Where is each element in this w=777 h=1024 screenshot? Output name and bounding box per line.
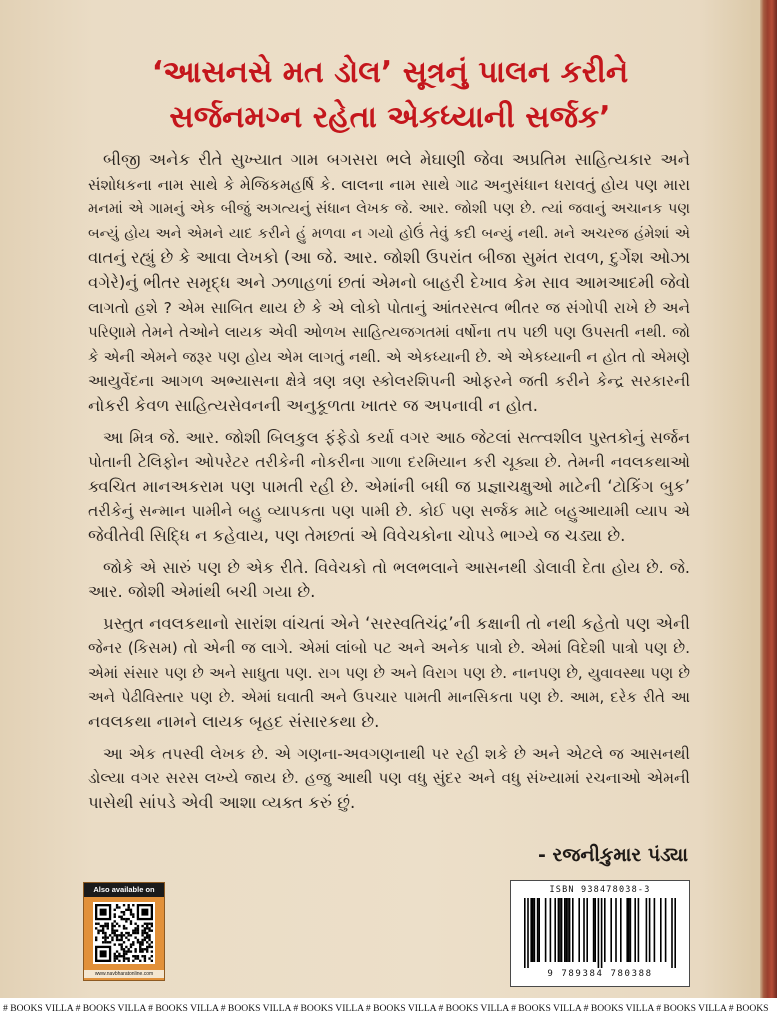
text-line: ડોલ્યા વગર સરસ લખ્યે જાય છે. હજુ આથી પણ વધુ સુંદર અને વધુ સંખ્યામાં રચનાઓ એમની bbox=[88, 769, 690, 788]
paragraph bbox=[88, 148, 690, 419]
text-line: પોતાની ટેલિફોન ઓપરેટર તરીકેની નોકરીના ગાળા દરમિયાન કરી ચૂક્યા છે. તેમની નવલકથાઓ bbox=[88, 453, 690, 472]
text-line: ક્વચિત માનઅકરામ પણ પામતી રહી છે. એમાંની બધી જ પ્રજ્ઞાચક્ષુઓ માટેની ‘ટોકિંગ બુક’ bbox=[88, 476, 690, 496]
text-line: પાસેથી સાંપડે એવી આશા વ્યક્ત કરું છું. bbox=[88, 792, 356, 812]
paragraph bbox=[88, 612, 690, 735]
text-line: મનમાં એ ગામનું એક બીજું અગત્યનું સંધાન લેખક જે. આર. જોશી પણ છે. ત્યાં જવાનું અચાનક પણ bbox=[88, 201, 690, 218]
qr-badge bbox=[83, 882, 165, 981]
text-line: વગેરે)નું ભીતર સમૃદ્ધ અને ઝળાહળાં છતાં એમનો બાહરી દેખાવ કેમ સાવ આમઆદમી જેવો bbox=[88, 272, 690, 292]
text-line: તરીકેનું સન્માન પામીને બહુ વ્યાપકતા પણ પામી છે. કોઈ પણ સર્જક માટે બહુઆયામી વ્યાપ એ bbox=[88, 502, 690, 521]
qr-code bbox=[93, 902, 155, 964]
spine-edge bbox=[760, 0, 777, 998]
author-signature: - રજનીકુમાર પંડ્યા bbox=[538, 844, 688, 866]
barcode-bars bbox=[524, 898, 677, 968]
text-line: આ એક તપસ્વી લેખક છે. એ ગણના-અવગણનાથી પર રહી શકે છે અને એટલે જ આસનથી bbox=[103, 744, 690, 763]
text-line: આ મિત્ર જે. આર. જોશી બિલકુલ ફંફેડો કર્યા વગર આઠ જેટલાં સત્ત્વશીલ પુસ્તકોનું સર્જન bbox=[103, 427, 690, 447]
text-line: જેનર (કિસમ) તો એની જ લાગે. એમાં લાંબો પટ અને અનેક પાત્રો છે. એમાં વિદેશી પાત્રો પણ છે. bbox=[88, 639, 690, 658]
text-line: નવલકથા નામને લાયક બૃહદ સંસારકથા છે. bbox=[88, 712, 380, 732]
qr-code-image bbox=[95, 904, 153, 962]
footer-strip: # BOOKS VILLA # BOOKS VILLA # BOOKS VILLA # BOOKS VILLA # BOOKS VILLA # BOOKS VILLA # BOOKS VILLA # BOOKS VILLA # BOOKS VILLA # BOOKS VILLA # BOOKS bbox=[0, 998, 777, 1024]
body-text bbox=[88, 148, 690, 815]
title bbox=[60, 50, 720, 140]
title-line-2: સર્જનમગ્ન રહેતા એકધ્યાની સર્જક’ bbox=[169, 100, 611, 135]
text-line: જેવીતેવી સિદ્ધિ ન કહેવાય, પણ તેમછતાં એ વિવેચકોના ચોપડે ભાગ્યે જ ચડ્યા છે. bbox=[88, 525, 626, 545]
paragraph bbox=[88, 742, 690, 816]
text-line: વાતનું રહ્યું છે કે આવા લેખકો (આ જે. આર. જોશી ઉપરાંત બીજા સુમંત રાવળ, દુર્ગેશ ઓઝા bbox=[88, 248, 690, 268]
qr-badge-url: www.navbharatonline.com bbox=[84, 970, 164, 978]
text-line: લાગતો હશે ? એમ સાબિત થાય છે કે એ લોકો પોતાનું આંતરસત્વ ભીતર જ સંગોપી રાખે છે અને bbox=[88, 298, 690, 317]
text-line: આયુર્વેદના આગળ અભ્યાસના ક્ષેત્રે ત્રણ ત્રણ સ્કોલરશિપની ઓફરને જતી કરીને કેન્દ્ર સરકારની bbox=[88, 372, 690, 391]
text-line: પરિણામે તેમને તેઓને લાયક એવી ઓળખ સાહિત્યજગતમાં વર્ષોના તપ પછી પણ ઉપસતી નથી. જો bbox=[88, 323, 690, 342]
text-line: અને પેઢીવિસ્તાર પણ છે. એમાં ઘવાતી અને ઉપચાર પામતી માનસિકતા પણ છે. આમ, દરેક રીતે આ bbox=[88, 688, 690, 707]
text-line: આર. જોશી એમાંથી બચી ગયા છે. bbox=[88, 582, 316, 602]
title-line-1: ‘આસનસે મત ડોલ’ સૂત્રનું પાલન કરીને bbox=[151, 55, 629, 90]
isbn-label: ISBN 938478038-3 bbox=[549, 885, 651, 895]
text-line: એમાં સંસાર પણ છે અને સાધુતા પણ. રાગ પણ છે અને વિરાગ પણ છે. નાનપણ છે, યુવાવસ્થા પણ છે bbox=[88, 663, 690, 682]
text-line: કે એની એમને જરૂર પણ હોય એમ લાગતું નથી. એ એકધ્યાની છે. એ એકધ્યાની ન હોત તો એમણે bbox=[88, 347, 690, 366]
text-line: જોકે એ સારું પણ છે એક રીતે. વિવેચકો તો ભલભલાને આસનથી ડોલાવી દેતા હોય છે. જે. bbox=[103, 557, 690, 577]
text-line: બીજી અનેક રીતે સુખ્યાત ગામ બગસરા ભલે મેઘાણી જેવા અપ્રતિમ સાહિત્યકાર અને bbox=[103, 150, 690, 169]
text-line: બન્યું હોય અને એમને યાદ કરીને હું મળવા ન ગયો હોઉં તેવું કદી બન્યું નથી. મને અચરજ હંમેશાં એ bbox=[88, 225, 690, 242]
paragraph bbox=[88, 426, 690, 549]
paragraph bbox=[88, 556, 690, 605]
text-line: નોકરી કેવળ સાહિત્યસેવનની અનુકૂળતા ખાતર જ અપનાવી ન હોત. bbox=[88, 395, 538, 415]
text-line: સંશોધકના નામ સાથે કે મેજિકમહર્ષિ કે. લાલના નામ સાથે ગાઢ અનુસંધાન ધરાવતું હોય પણ મારા bbox=[88, 175, 690, 194]
barcode bbox=[510, 880, 690, 987]
qr-badge-header: Also available on bbox=[84, 883, 164, 897]
text-line: પ્રસ્તુત નવલકથાનો સારાંશ વાંચતાં એને ‘સરસ્વતિચંદ્ર’ની કક્ષાની તો નથી કહેતો પણ એની bbox=[103, 613, 690, 633]
barcode-digits: 9 789384 780388 bbox=[547, 969, 653, 979]
